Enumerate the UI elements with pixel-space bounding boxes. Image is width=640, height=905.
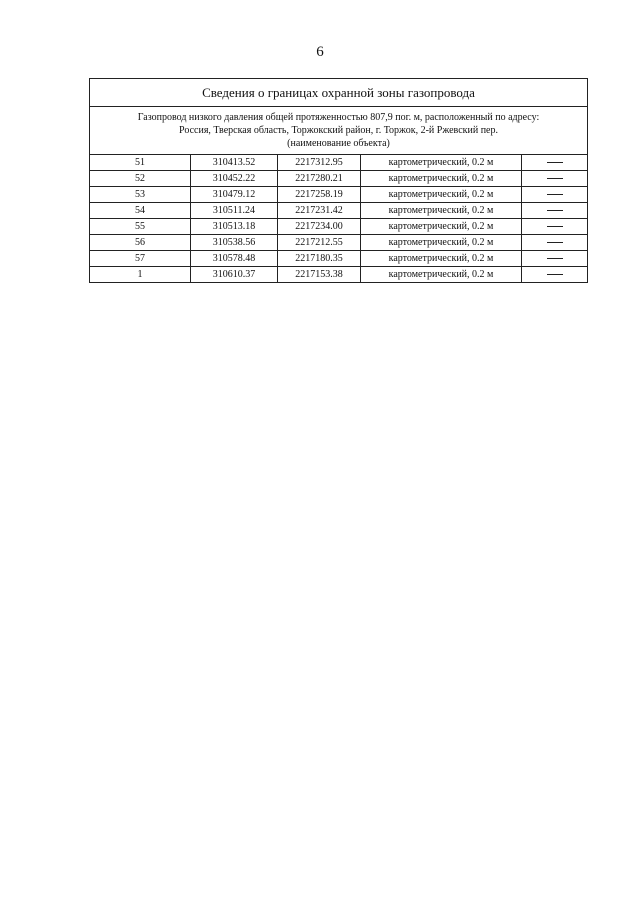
y-coordinate-cell: 2217231.42 xyxy=(278,203,361,219)
method-cell: картометрический, 0.2 м xyxy=(361,187,522,203)
y-coordinate-cell: 2217258.19 xyxy=(278,187,361,203)
note-cell xyxy=(522,187,588,203)
note-cell xyxy=(522,203,588,219)
note-cell xyxy=(522,219,588,235)
point-number-cell: 56 xyxy=(90,235,191,251)
y-coordinate-cell: 2217312.95 xyxy=(278,155,361,171)
y-coordinate-cell: 2217234.00 xyxy=(278,219,361,235)
x-coordinate-cell: 310511.24 xyxy=(191,203,278,219)
table-row xyxy=(90,219,588,235)
point-number-cell: 57 xyxy=(90,251,191,267)
point-number-cell: 1 xyxy=(90,267,191,283)
method-cell: картометрический, 0.2 м xyxy=(361,155,522,171)
object-description xyxy=(90,107,588,155)
method-cell: картометрический, 0.2 м xyxy=(361,171,522,187)
method-cell: картометрический, 0.2 м xyxy=(361,267,522,283)
x-coordinate-cell: 310513.18 xyxy=(191,219,278,235)
x-coordinate-cell: 310538.56 xyxy=(191,235,278,251)
dash-mark xyxy=(547,226,563,227)
note-cell xyxy=(522,267,588,283)
description-line-1: Газопровод низкого давления общей протяженностью 807,9 пог. м, расположенный по адресу: xyxy=(137,112,540,123)
dash-mark xyxy=(547,210,563,211)
point-number-cell: 53 xyxy=(90,187,191,203)
method-cell: картометрический, 0.2 м xyxy=(361,219,522,235)
table-row xyxy=(90,155,588,171)
x-coordinate-cell: 310578.48 xyxy=(191,251,278,267)
method-cell: картометрический, 0.2 м xyxy=(361,203,522,219)
method-cell: картометрический, 0.2 м xyxy=(361,251,522,267)
y-coordinate-cell: 2217153.38 xyxy=(278,267,361,283)
page-number: 6 xyxy=(316,44,324,60)
y-coordinate-cell: 2217180.35 xyxy=(278,251,361,267)
method-cell: картометрический, 0.2 м xyxy=(361,235,522,251)
dash-mark xyxy=(547,194,563,195)
dash-mark xyxy=(547,242,563,243)
dash-mark xyxy=(547,178,563,179)
table-row xyxy=(90,251,588,267)
point-number-cell: 55 xyxy=(90,219,191,235)
table-row xyxy=(90,187,588,203)
table-title: Сведения о границах охранной зоны газопровода xyxy=(90,79,588,107)
dash-mark xyxy=(547,258,563,259)
table-row xyxy=(90,203,588,219)
note-cell xyxy=(522,235,588,251)
dash-mark xyxy=(547,274,563,275)
note-cell xyxy=(522,155,588,171)
point-number-cell: 54 xyxy=(90,203,191,219)
description-line-3: (наименование объекта) xyxy=(287,138,390,149)
x-coordinate-cell: 310610.37 xyxy=(191,267,278,283)
table-row xyxy=(90,267,588,283)
note-cell xyxy=(522,171,588,187)
x-coordinate-cell: 310413.52 xyxy=(191,155,278,171)
note-cell xyxy=(522,251,588,267)
x-coordinate-cell: 310452.22 xyxy=(191,171,278,187)
point-number-cell: 52 xyxy=(90,171,191,187)
point-number-cell: 51 xyxy=(90,155,191,171)
description-line-2: Россия, Тверская область, Торжокский район, г. Торжок, 2-й Ржевский пер. xyxy=(179,125,498,136)
x-coordinate-cell: 310479.12 xyxy=(191,187,278,203)
y-coordinate-cell: 2217280.21 xyxy=(278,171,361,187)
table-row xyxy=(90,235,588,251)
protection-zone-table xyxy=(89,78,588,283)
y-coordinate-cell: 2217212.55 xyxy=(278,235,361,251)
table-row xyxy=(90,171,588,187)
dash-mark xyxy=(547,162,563,163)
